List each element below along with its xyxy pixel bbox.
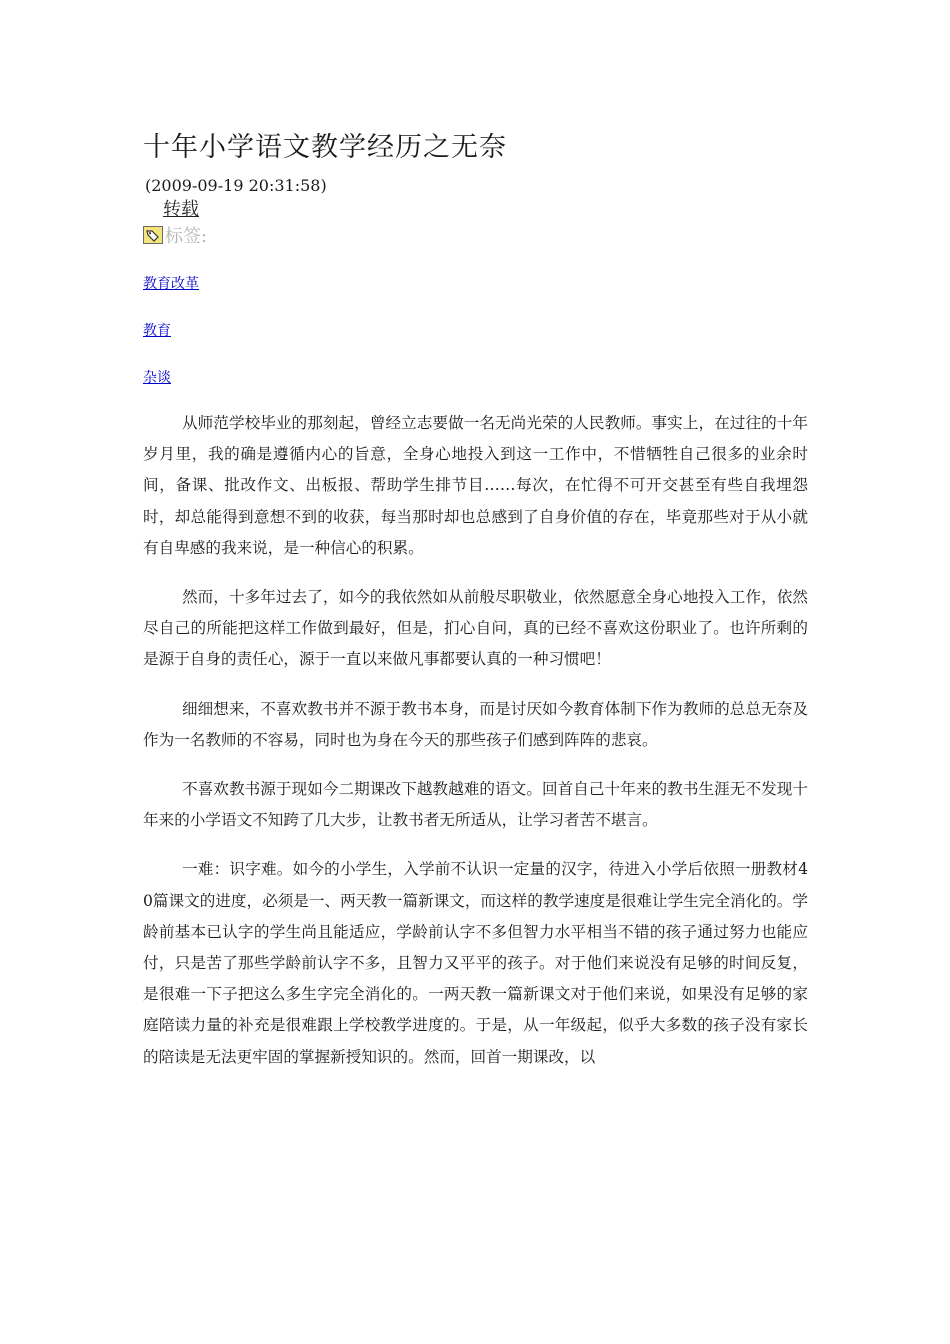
tags-row xyxy=(143,222,207,248)
tag-icon-glyph xyxy=(145,228,161,242)
repost-link[interactable]: 转载 xyxy=(163,199,199,220)
paragraph: 一难：识字难。如今的小学生，入学前不认识一定量的汉字，待进入小学后依照一册教材40篇课文的进度，必须是一、两天教一篇新课文，而这样的教学速度是很难让学生完全消化的。学龄前基本已认字的学生尚且能适应，学龄前认字不多但智力水平相当不错的孩子通过努力也能应付，只是苦了那些学龄前认字不多，且智力又平平的孩子。对于他们来说没有足够的时间反复，是很难一下子把这么多生字完全消化的。一两天教一篇新课文对于他们来说，如果没有足够的家庭陪读力量的补充是很难跟上学校教学进度的。于是，从一年级起，似乎大多数的孩子没有家长的陪读是无法更牢固的掌握新授知识的。然而，回首一期课改，以 xyxy=(143,860,808,1066)
article-title: 十年小学语文教学经历之无奈 xyxy=(143,132,507,163)
publish-date: (2009-09-19 20:31:58) xyxy=(145,176,327,195)
paragraph: 然而，十多年过去了，如今的我依然如从前般尽职敬业，依然愿意全身心地投入工作，依然尽自己的所能把这样工作做到最好，但是，扪心自问，真的已经不喜欢这份职业了。也许所剩的是源于自身的责任心，源于一直以来做凡事都要认真的一种习惯吧！ xyxy=(143,588,808,669)
tags-label: 标签: xyxy=(165,226,208,247)
paragraph: 细细想来，不喜欢教书并不源于教书本身，而是讨厌如今教育体制下作为教师的总总无奈及作为一名教师的不容易，同时也为身在今天的那些孩子们感到阵阵的悲哀。 xyxy=(143,699,808,749)
paragraph: 从师范学校毕业的那刻起，曾经立志要做一名无尚光荣的人民教师。事实上，在过往的十年岁月里，我的确是遵循内心的旨意，全身心地投入到这一工作中，不惜牺牲自己很多的业余时间，备课、批改作文、出板报、帮助学生排节目……每次，在忙得不可开交甚至有些自我埋怨时，却总能得到意想不到的收获，每当那时却也总感到了自身价值的存在，毕竟那些对于从小就有自卑感的我来说，是一种信心的积累。 xyxy=(143,414,808,557)
tag-link-zatan[interactable]: 杂谈 xyxy=(143,370,171,386)
paragraph: 不喜欢教书源于现如今二期课改下越教越难的语文。回首自己十年来的教书生涯无不发现十年来的小学语文不知跨了几大步，让教书者无所适从，让学习者苦不堪言。 xyxy=(143,780,808,830)
tag-icon xyxy=(143,226,163,244)
tag-link-jiaoyugaige[interactable]: 教育改革 xyxy=(143,276,199,292)
article-body xyxy=(143,408,808,1091)
tag-link-jiaoyu[interactable]: 教育 xyxy=(143,323,171,339)
